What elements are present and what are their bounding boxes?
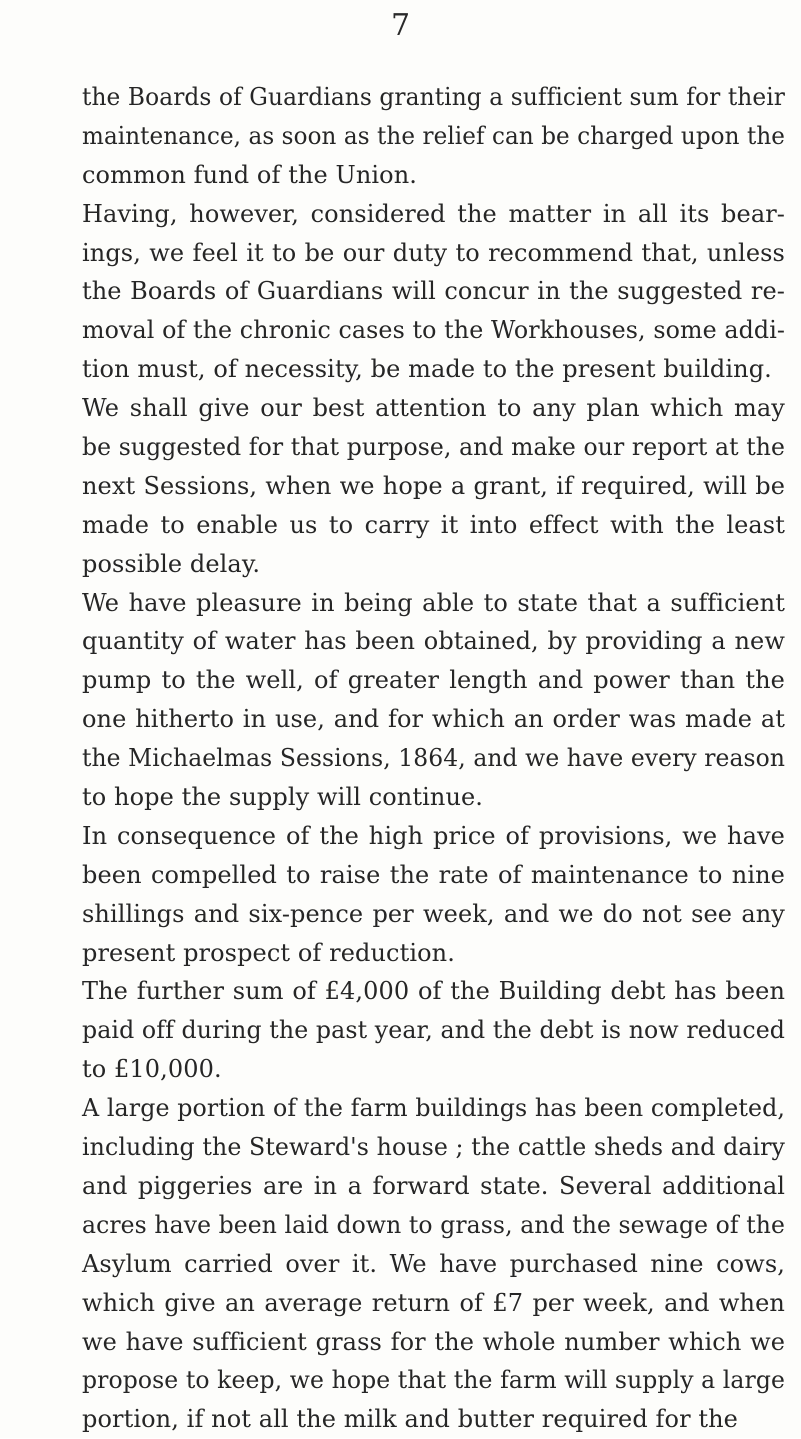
text-line: quantity of water has been obtained, by providing a new	[82, 627, 785, 656]
text-line: In consequence of the high price of provisions, we have	[82, 821, 785, 850]
text-line: maintenance, as soon as the relief can be charged upon the	[82, 121, 786, 150]
text-line: moval of the chronic cases to the Workhouses, some addi-	[82, 316, 786, 345]
text-line: We shall give our best attention to any plan which may	[82, 394, 785, 423]
text-line: been compelled to raise the rate of maintenance to nine	[82, 860, 785, 889]
text-line: acres have been laid down to grass, and the sewage of the	[82, 1210, 786, 1239]
text-line: the Michaelmas Sessions, 1864, and we have every reason	[82, 744, 786, 773]
text-line: The further sum of £4,000 of the Building debt has been	[82, 977, 786, 1006]
text-line: and piggeries are in a forward state. Several additional	[82, 1171, 786, 1200]
text-line: which give an average return of £7 per week, and when	[82, 1288, 785, 1317]
text-line: we have sufficient grass for the whole number which we	[82, 1327, 786, 1356]
text-line: to hope the supply will continue.	[82, 783, 484, 812]
text-line: the Boards of Guardians granting a sufficient sum for their	[82, 83, 786, 111]
text-line: Having, however, considered the matter in all its bear-	[82, 199, 786, 228]
body-text	[82, 78, 800, 1439]
text-line: ings, we feel it to be our duty to recommend that, unless	[82, 238, 785, 267]
text-line: the Boards of Guardians will concur in the suggested re-	[82, 277, 786, 306]
text-line: next Sessions, when we hope a grant, if required, will be	[82, 471, 786, 500]
text-line: Asylum carried over it. We have purchased nine cows,	[82, 1249, 785, 1278]
text-line: present prospect of reduction.	[82, 938, 455, 967]
text-line: one hitherto in use, and for which an order was made at	[82, 705, 786, 734]
text-line: possible delay.	[82, 549, 261, 578]
text-line: pump to the well, of greater length and power than the	[82, 666, 785, 695]
text-line: common fund of the Union.	[82, 160, 418, 189]
text-line: including the Steward's house ; the cattle sheds and dairy	[82, 1133, 786, 1162]
text-line: made to enable us to carry it into effect with the least	[82, 510, 785, 539]
text-line: A large portion of the farm buildings has been completed,	[82, 1094, 786, 1123]
text-line: portion, if not all the milk and butter required for the	[82, 1405, 738, 1434]
text-line: to £10,000.	[82, 1055, 222, 1084]
page-number: 7	[390, 8, 411, 43]
text-line: tion must, of necessity, be made to the present building.	[82, 355, 772, 384]
text-line: propose to keep, we hope that the farm will supply a large	[82, 1366, 786, 1395]
text-line: shillings and six-pence per week, and we do not see any	[82, 899, 785, 928]
text-line: We have pleasure in being able to state that a sufficient	[82, 588, 785, 617]
text-line: paid off during the past year, and the debt is now reduced	[82, 1016, 786, 1045]
text-line: be suggested for that purpose, and make our report at the	[82, 433, 786, 462]
